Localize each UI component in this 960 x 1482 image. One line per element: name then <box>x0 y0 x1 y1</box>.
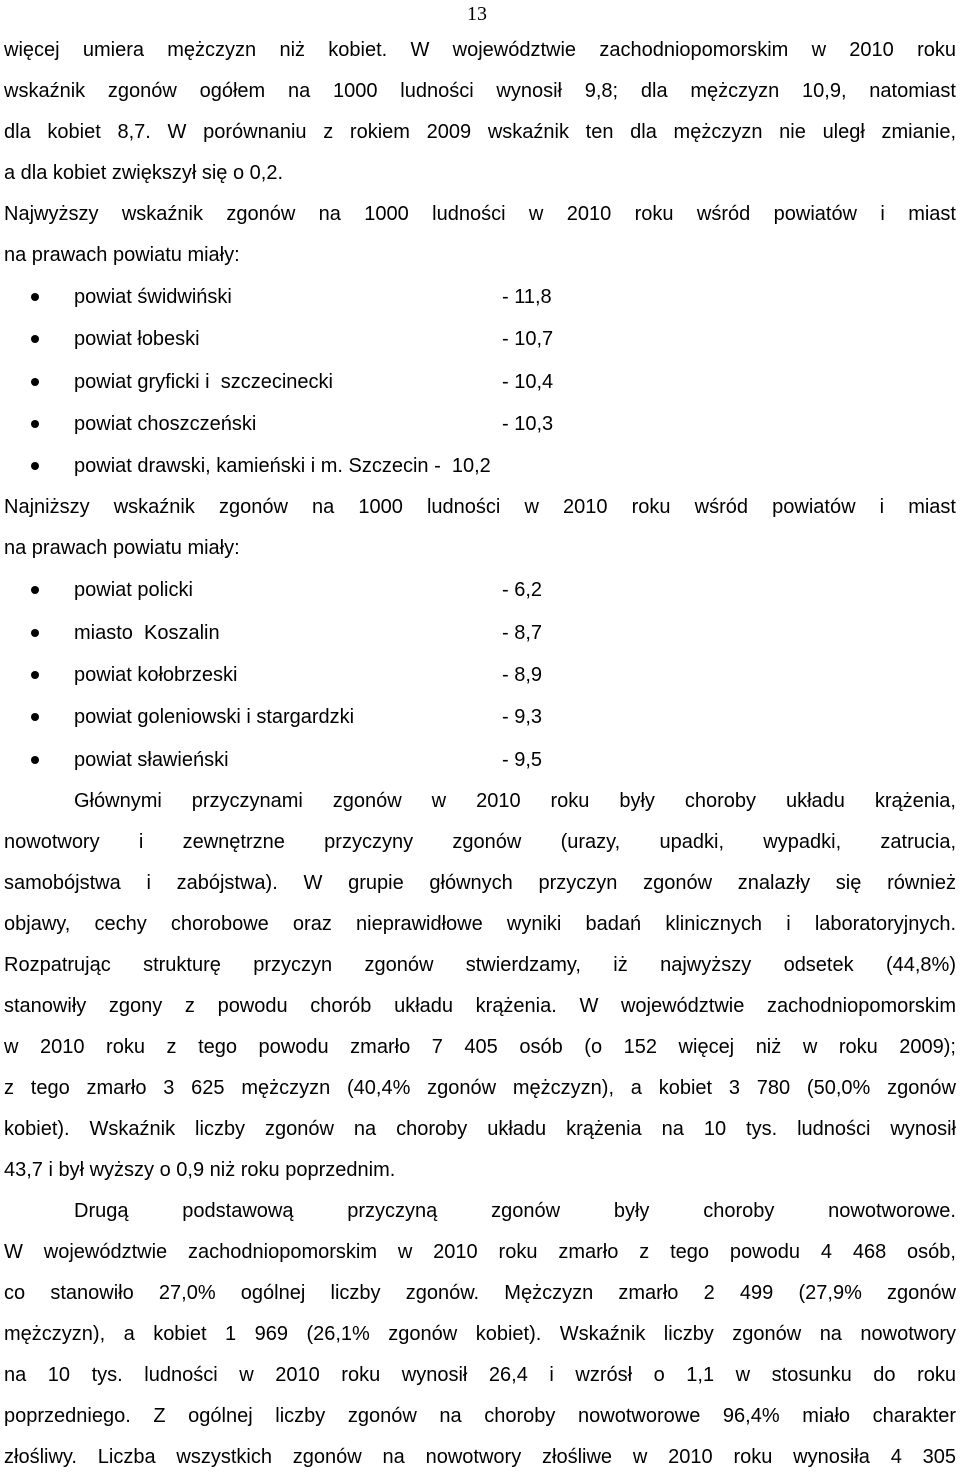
list-item <box>4 569 956 611</box>
bullet-icon <box>31 420 39 428</box>
list-item-label: powiat goleniowski i stargardzki <box>74 706 355 729</box>
list-item-label: powiat drawski, kamieński i m. Szczecin - 10,2 <box>74 455 491 478</box>
text-line: samobójstwa i zabójstwa). W grupie głównych przyczyn zgonów znalazły się również <box>4 871 956 894</box>
lowest-rates-list <box>4 569 956 780</box>
list-item-label: miasto Koszalin <box>74 621 220 644</box>
bullet-icon <box>31 462 39 470</box>
bullet-icon <box>31 671 39 679</box>
list-item-value: - 10,7 <box>502 328 554 351</box>
list-item <box>4 403 956 445</box>
list-item-label: powiat choszczeński <box>74 412 257 435</box>
text-line: Głównymi przyczynami zgonów w 2010 roku były choroby układu krążenia, <box>74 789 956 812</box>
list-item-label: powiat kołobrzeski <box>74 664 238 687</box>
list-item-label: powiat policki <box>74 579 193 602</box>
bullet-icon <box>31 756 39 764</box>
list-item <box>4 318 956 360</box>
text-line: na prawach powiatu miały: <box>4 537 240 560</box>
text-line: dla kobiet 8,7. W porównaniu z rokiem 2009 wskaźnik ten dla mężczyzn nie uległ zmianie, <box>4 121 956 143</box>
list-item-value: - 9,5 <box>502 748 543 771</box>
paragraph-mortality-rates <box>4 30 956 194</box>
text-line: Najwyższy wskaźnik zgonów na 1000 ludności w 2010 roku wśród powiatów i miast <box>4 203 956 225</box>
paragraph-cancer <box>4 1191 956 1478</box>
text-line: co stanowiło 27,0% ogólnej liczby zgonów. Mężczyzn zmarło 2 499 (27,9% zgonów <box>4 1281 956 1304</box>
text-line: poprzedniego. Z ogólnej liczby zgonów na choroby nowotworowe 96,4% miało charakter <box>4 1404 956 1427</box>
text-line: w 2010 roku z tego powodu zmarło 7 405 osób (o 152 więcej niż w roku 2009); <box>4 1035 956 1058</box>
list-item-value: - 10,4 <box>502 370 554 393</box>
list-item-label: powiat świdwiński <box>74 286 232 308</box>
list-item <box>4 612 956 654</box>
list-item-label: powiat sławieński <box>74 748 229 771</box>
list-item-value: - 8,9 <box>502 664 543 687</box>
text-line: na prawach powiatu miały: <box>4 244 240 266</box>
list-item-value: - 10,3 <box>502 412 554 435</box>
text-line: na 10 tys. ludności w 2010 roku wynosił 26,4 i wzrósł o 1,1 w stosunku do roku <box>4 1363 956 1386</box>
page-number: 13 <box>467 3 487 25</box>
list-item-label: powiat łobeski <box>74 328 200 351</box>
list-item <box>4 696 956 738</box>
bullet-icon <box>31 586 39 594</box>
list-item-value: - 11,8 <box>502 286 552 308</box>
highest-rates-list <box>4 276 956 487</box>
text-line: stanowiły zgony z powodu chorób układu krążenia. W województwie zachodniopomorskim <box>4 994 956 1017</box>
paragraph-highest-intro <box>4 194 956 276</box>
document-body <box>4 30 956 1478</box>
text-line: objawy, cechy chorobowe oraz nieprawidłowe wyniki badań klinicznych i laboratoryjnych. <box>4 912 956 935</box>
text-line: 43,7 i był wyższy o 0,9 niż roku poprzednim. <box>4 1158 396 1181</box>
paragraph-lowest-intro <box>4 487 956 569</box>
bullet-icon <box>31 293 39 301</box>
bullet-icon <box>31 335 39 343</box>
bullet-icon <box>31 713 39 721</box>
bullet-icon <box>31 629 39 637</box>
list-item-value: - 6,2 <box>502 579 543 602</box>
text-line: złośliwy. Liczba wszystkich zgonów na nowotwory złośliwe w 2010 roku wynosiła 4 305 <box>4 1445 956 1468</box>
text-line: kobiet). Wskaźnik liczby zgonów na choroby układu krążenia na 10 tys. ludności wynosił <box>4 1117 956 1140</box>
list-item <box>4 276 956 318</box>
list-item-label: powiat gryficki i szczecinecki <box>74 370 333 393</box>
bullet-icon <box>31 378 39 386</box>
list-item <box>4 445 956 487</box>
text-line: Rozpatrując strukturę przyczyn zgonów stwierdzamy, iż najwyższy odsetek (44,8%) <box>4 953 956 976</box>
text-line: a dla kobiet zwiększył się o 0,2. <box>4 162 284 184</box>
text-line: wskaźnik zgonów ogółem na 1000 ludności wynosił 9,8; dla mężczyzn 10,9, natomiast <box>4 80 956 102</box>
paragraph-main-causes <box>4 781 956 1191</box>
text-line: Najniższy wskaźnik zgonów na 1000 ludności w 2010 roku wśród powiatów i miast <box>4 496 956 519</box>
text-line: Drugą podstawową przyczyną zgonów były choroby nowotworowe. <box>74 1199 956 1222</box>
text-line: z tego zmarło 3 625 mężczyzn (40,4% zgonów mężczyzn), a kobiet 3 780 (50,0% zgonów <box>4 1076 956 1099</box>
text-line: nowotwory i zewnętrzne przyczyny zgonów (urazy, upadki, wypadki, zatrucia, <box>4 830 956 853</box>
list-item <box>4 361 956 403</box>
list-item <box>4 654 956 696</box>
list-item-value: - 8,7 <box>502 621 543 644</box>
list-item-value: - 9,3 <box>502 706 543 729</box>
list-item <box>4 739 956 781</box>
text-line: mężczyzn), a kobiet 1 969 (26,1% zgonów kobiet). Wskaźnik liczby zgonów na nowotwory <box>4 1322 956 1345</box>
text-line: więcej umiera mężczyzn niż kobiet. W województwie zachodniopomorskim w 2010 roku <box>4 39 956 61</box>
text-line: W województwie zachodniopomorskim w 2010 roku zmarło z tego powodu 4 468 osób, <box>4 1240 956 1263</box>
